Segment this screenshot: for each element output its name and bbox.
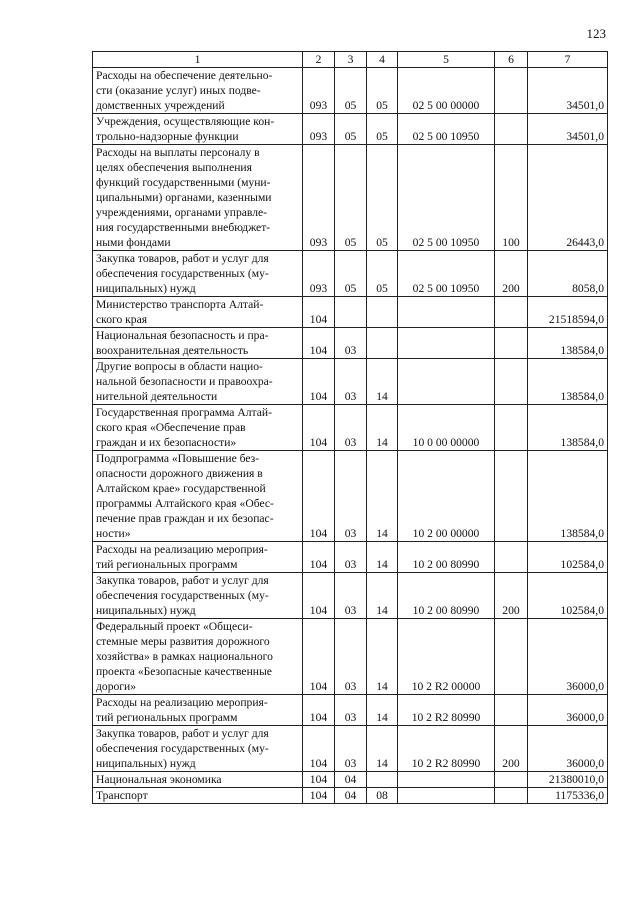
- target-article-cell: [398, 788, 495, 804]
- target-article-cell: [398, 359, 495, 405]
- section-code-cell: 03: [335, 328, 367, 359]
- table-row: [93, 695, 608, 726]
- amount-cell: 138584,0: [528, 359, 608, 405]
- section-code-cell: 05: [335, 251, 367, 297]
- admin-code-cell: 104: [303, 359, 335, 405]
- subsection-code-cell: 05: [367, 68, 398, 114]
- target-article-cell: [398, 297, 495, 328]
- section-code-cell: 04: [335, 772, 367, 788]
- row-name-line: Закупка товаров, работ и услуг для: [96, 727, 269, 740]
- table-row: [93, 451, 608, 542]
- header-row: [93, 52, 608, 68]
- row-name-line: Расходы на реализацию мероприя-: [96, 543, 268, 556]
- section-code-cell: 05: [335, 114, 367, 145]
- expense-type-cell: [495, 328, 528, 359]
- expense-type-cell: [495, 619, 528, 695]
- row-name-line: Национальная экономика: [96, 773, 222, 786]
- header-cell-1: 1: [93, 52, 303, 68]
- header-cell-7: 7: [528, 52, 608, 68]
- section-code-cell: 05: [335, 145, 367, 251]
- row-name-line: граждан и их безопасности»: [96, 436, 237, 449]
- row-name-line: ния государственными внебюджет-: [96, 221, 271, 234]
- row-name-cell: [93, 251, 303, 297]
- subsection-code-cell: 14: [367, 405, 398, 451]
- header-cell-4: 4: [367, 52, 398, 68]
- amount-cell: 36000,0: [528, 695, 608, 726]
- header-cell-2: 2: [303, 52, 335, 68]
- row-name-line: трольно-надзорные функции: [96, 130, 239, 143]
- admin-code-cell: 104: [303, 619, 335, 695]
- expense-type-cell: [495, 788, 528, 804]
- row-name-line: программы Алтайского края «Обес-: [96, 497, 274, 510]
- row-name-cell: [93, 328, 303, 359]
- target-article-cell: 02 5 00 00000: [398, 68, 495, 114]
- row-name-line: обеспечения государственных (му-: [96, 742, 269, 755]
- row-name-line: дороги»: [96, 680, 137, 693]
- amount-cell: 138584,0: [528, 405, 608, 451]
- page-number: 123: [586, 26, 606, 41]
- subsection-code-cell: 05: [367, 145, 398, 251]
- admin-code-cell: 104: [303, 297, 335, 328]
- admin-code-cell: 104: [303, 328, 335, 359]
- subsection-code-cell: 05: [367, 251, 398, 297]
- admin-code-cell: 104: [303, 726, 335, 772]
- row-name-line: Транспорт: [96, 789, 148, 802]
- row-name-line: воохранительная деятельность: [96, 344, 249, 357]
- row-name-cell: [93, 573, 303, 619]
- admin-code-cell: 093: [303, 145, 335, 251]
- row-name-cell: [93, 297, 303, 328]
- section-code-cell: 03: [335, 542, 367, 573]
- section-code-cell: 03: [335, 359, 367, 405]
- subsection-code-cell: 14: [367, 542, 398, 573]
- row-name-line: нительной деятельности: [96, 390, 218, 403]
- target-article-cell: 10 2 R2 80990: [398, 695, 495, 726]
- subsection-code-cell: 14: [367, 619, 398, 695]
- row-name-line: Национальная безопасность и пра-: [96, 329, 269, 342]
- amount-cell: 34501,0: [528, 68, 608, 114]
- admin-code-cell: 093: [303, 68, 335, 114]
- amount-cell: 21380010,0: [528, 772, 608, 788]
- subsection-code-cell: 14: [367, 359, 398, 405]
- target-article-cell: [398, 772, 495, 788]
- table-row: [93, 788, 608, 804]
- target-article-cell: 10 2 00 00000: [398, 451, 495, 542]
- table-row: [93, 297, 608, 328]
- amount-cell: 102584,0: [528, 542, 608, 573]
- section-code-cell: 03: [335, 726, 367, 772]
- row-name-cell: [93, 68, 303, 114]
- admin-code-cell: 104: [303, 542, 335, 573]
- expense-type-cell: [495, 772, 528, 788]
- row-name-cell: [93, 695, 303, 726]
- row-name-cell: [93, 542, 303, 573]
- row-name-cell: [93, 114, 303, 145]
- row-name-line: Расходы на выплаты персоналу в: [96, 146, 260, 159]
- amount-cell: 36000,0: [528, 726, 608, 772]
- row-name-line: Расходы на реализацию мероприя-: [96, 696, 268, 709]
- row-name-line: ского края «Обеспечение прав: [96, 421, 246, 434]
- row-name-line: ципальными) органами, казенными: [96, 191, 272, 204]
- amount-cell: 34501,0: [528, 114, 608, 145]
- row-name-line: Закупка товаров, работ и услуг для: [96, 574, 269, 587]
- row-name-line: обеспечения государственных (му-: [96, 267, 269, 280]
- expense-type-cell: 200: [495, 251, 528, 297]
- table-row: [93, 251, 608, 297]
- row-name-line: ниципальных) нужд: [96, 757, 196, 770]
- row-name-line: стемные меры развития дорожного: [96, 635, 270, 648]
- row-name-line: хозяйства» в рамках национального: [96, 650, 273, 663]
- expense-type-cell: [495, 405, 528, 451]
- row-name-line: ными фондами: [96, 236, 171, 249]
- section-code-cell: [335, 297, 367, 328]
- admin-code-cell: 104: [303, 573, 335, 619]
- amount-cell: 21518594,0: [528, 297, 608, 328]
- row-name-line: Государственная программа Алтай-: [96, 406, 272, 419]
- expense-type-cell: 200: [495, 726, 528, 772]
- table-row: [93, 68, 608, 114]
- expense-type-cell: 200: [495, 573, 528, 619]
- table-row: [93, 619, 608, 695]
- admin-code-cell: 104: [303, 695, 335, 726]
- section-code-cell: 03: [335, 451, 367, 542]
- row-name-line: домственных учреждений: [96, 99, 225, 112]
- row-name-line: Федеральный проект «Общеси-: [96, 620, 253, 633]
- header-cell-6: 6: [495, 52, 528, 68]
- admin-code-cell: 104: [303, 405, 335, 451]
- row-name-line: тий региональных программ: [96, 711, 238, 724]
- target-article-cell: 02 5 00 10950: [398, 251, 495, 297]
- section-code-cell: 03: [335, 573, 367, 619]
- admin-code-cell: 093: [303, 251, 335, 297]
- row-name-line: проекта «Безопасные качественные: [96, 665, 272, 678]
- target-article-cell: 10 0 00 00000: [398, 405, 495, 451]
- table-row: [93, 405, 608, 451]
- table-row: [93, 328, 608, 359]
- amount-cell: 102584,0: [528, 573, 608, 619]
- row-name-line: функций государственными (муни-: [96, 176, 271, 189]
- target-article-cell: 10 2 R2 80990: [398, 726, 495, 772]
- row-name-line: нальной безопасности и правоохра-: [96, 375, 273, 388]
- row-name-line: целях обеспечения выполнения: [96, 161, 252, 174]
- subsection-code-cell: 14: [367, 573, 398, 619]
- row-name-line: ниципальных) нужд: [96, 604, 196, 617]
- row-name-line: ского края: [96, 313, 148, 326]
- amount-cell: 36000,0: [528, 619, 608, 695]
- table-row: [93, 542, 608, 573]
- header-cell-5: 5: [398, 52, 495, 68]
- subsection-code-cell: 08: [367, 788, 398, 804]
- subsection-code-cell: 14: [367, 695, 398, 726]
- row-name-line: Алтайском крае» государственной: [96, 482, 266, 495]
- budget-table: [92, 51, 608, 804]
- table-row: [93, 726, 608, 772]
- table-row: [93, 114, 608, 145]
- table-row: [93, 573, 608, 619]
- table-row: [93, 772, 608, 788]
- row-name-line: Подпрограмма «Повышение без-: [96, 452, 260, 465]
- amount-cell: 1175336,0: [528, 788, 608, 804]
- row-name-cell: [93, 619, 303, 695]
- section-code-cell: 03: [335, 695, 367, 726]
- amount-cell: 26443,0: [528, 145, 608, 251]
- row-name-cell: [93, 405, 303, 451]
- row-name-cell: [93, 145, 303, 251]
- admin-code-cell: 104: [303, 451, 335, 542]
- section-code-cell: 03: [335, 619, 367, 695]
- row-name-line: учреждениями, органами управле-: [96, 206, 268, 219]
- section-code-cell: 04: [335, 788, 367, 804]
- row-name-line: Другие вопросы в области нацио-: [96, 360, 263, 373]
- header-cell-3: 3: [335, 52, 367, 68]
- target-article-cell: 02 5 00 10950: [398, 145, 495, 251]
- row-name-cell: [93, 726, 303, 772]
- table-row: [93, 359, 608, 405]
- subsection-code-cell: [367, 328, 398, 359]
- expense-type-cell: [495, 451, 528, 542]
- amount-cell: 8058,0: [528, 251, 608, 297]
- row-name-line: опасности дорожного движения в: [96, 467, 263, 480]
- expense-type-cell: [495, 359, 528, 405]
- subsection-code-cell: 14: [367, 726, 398, 772]
- expense-type-cell: [495, 114, 528, 145]
- amount-cell: 138584,0: [528, 451, 608, 542]
- section-code-cell: 03: [335, 405, 367, 451]
- target-article-cell: [398, 328, 495, 359]
- expense-type-cell: [495, 695, 528, 726]
- row-name-line: Министерство транспорта Алтай-: [96, 298, 264, 311]
- row-name-cell: [93, 772, 303, 788]
- target-article-cell: 10 2 00 80990: [398, 542, 495, 573]
- expense-type-cell: 100: [495, 145, 528, 251]
- row-name-cell: [93, 788, 303, 804]
- subsection-code-cell: 05: [367, 114, 398, 145]
- row-name-cell: [93, 359, 303, 405]
- row-name-line: Расходы на обеспечение деятельно-: [96, 69, 273, 82]
- expense-type-cell: [495, 542, 528, 573]
- admin-code-cell: 104: [303, 772, 335, 788]
- amount-cell: 138584,0: [528, 328, 608, 359]
- section-code-cell: 05: [335, 68, 367, 114]
- row-name-line: печение прав граждан и их безопас-: [96, 512, 274, 525]
- table-row: [93, 145, 608, 251]
- target-article-cell: 10 2 R2 00000: [398, 619, 495, 695]
- subsection-code-cell: 14: [367, 451, 398, 542]
- row-name-line: обеспечения государственных (му-: [96, 589, 269, 602]
- row-name-line: Закупка товаров, работ и услуг для: [96, 252, 269, 265]
- row-name-line: ности»: [96, 527, 131, 540]
- subsection-code-cell: [367, 297, 398, 328]
- row-name-line: сти (оказание услуг) иных подве-: [96, 84, 261, 97]
- admin-code-cell: 104: [303, 788, 335, 804]
- target-article-cell: 02 5 00 10950: [398, 114, 495, 145]
- row-name-line: тий региональных программ: [96, 558, 238, 571]
- admin-code-cell: 093: [303, 114, 335, 145]
- row-name-cell: [93, 451, 303, 542]
- row-name-line: ниципальных) нужд: [96, 282, 196, 295]
- row-name-line: Учреждения, осуществляющие кон-: [96, 115, 275, 128]
- expense-type-cell: [495, 68, 528, 114]
- subsection-code-cell: [367, 772, 398, 788]
- expense-type-cell: [495, 297, 528, 328]
- target-article-cell: 10 2 00 80990: [398, 573, 495, 619]
- table-body: [93, 68, 608, 804]
